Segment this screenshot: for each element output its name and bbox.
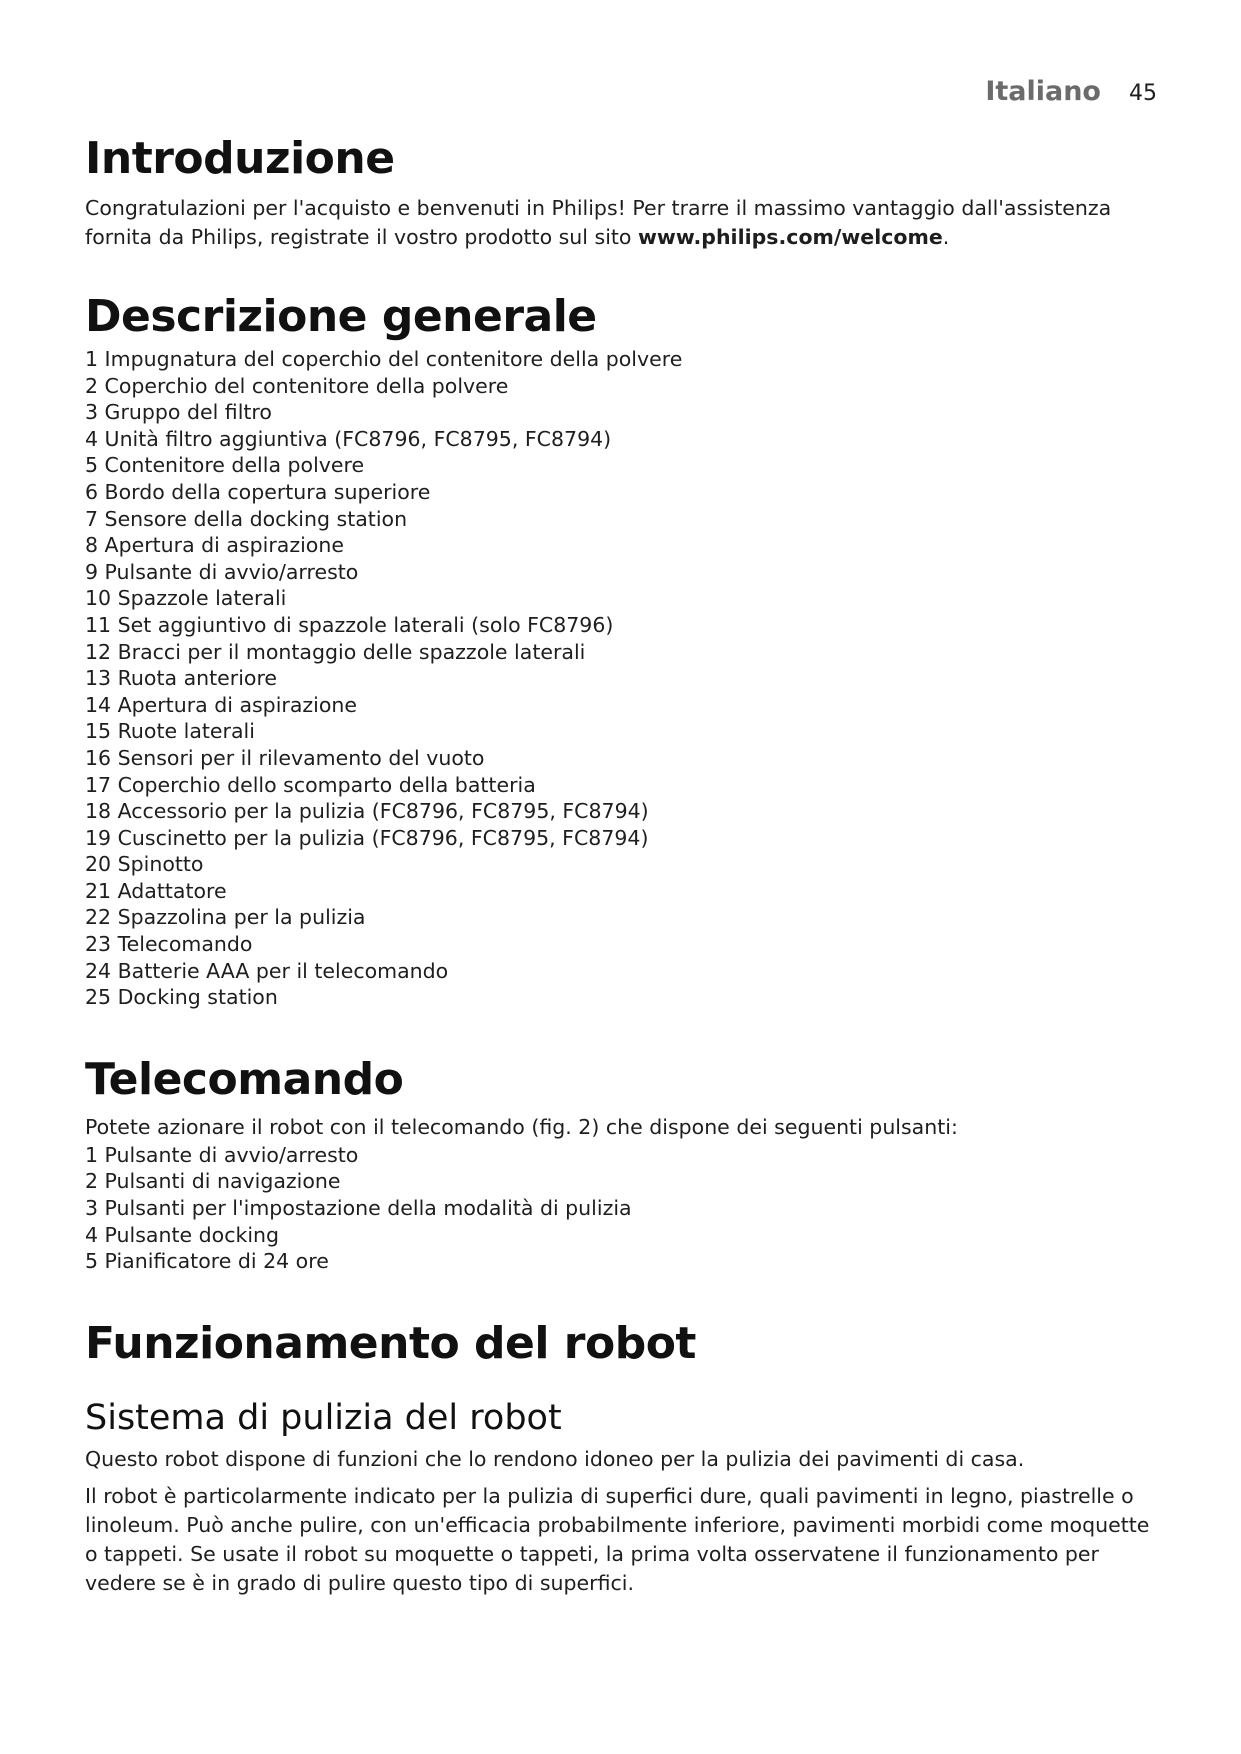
list-item: 25 Docking station xyxy=(85,985,278,1010)
heading-descrizione-generale: Descrizione generale xyxy=(85,291,597,342)
remote-buttons-list xyxy=(85,1142,1165,1275)
list-item: 2 Coperchio del contenitore della polvere xyxy=(85,373,509,398)
telecomando-intro: Potete azionare il robot con il telecomando (fig. 2) che dispone dei seguenti pulsanti: xyxy=(85,1114,958,1139)
list-item: 4 Pulsante docking xyxy=(85,1222,280,1247)
page-content xyxy=(85,130,1165,1598)
list-item: 9 Pulsante di avvio/arresto xyxy=(85,559,359,584)
list-item: 12 Bracci per il montaggio delle spazzole laterali xyxy=(85,639,586,664)
subheading-sistema-pulizia: Sistema di pulizia del robot xyxy=(85,1397,562,1438)
subsection-sistema-pulizia xyxy=(85,1395,1165,1598)
heading-introduzione: Introduzione xyxy=(85,133,395,184)
page-number: 45 xyxy=(1129,81,1157,106)
intro-text: Congratulazioni per l'acquisto e benvenuti in Philips! Per trarre il massimo vantaggio dall'assistenza fornita da Philips, registrate il vostro prodotto sul sito xyxy=(85,196,1112,249)
list-item: 24 Batterie AAA per il telecomando xyxy=(85,958,449,983)
list-item: 3 Gruppo del filtro xyxy=(85,400,272,425)
heading-telecomando: Telecomando xyxy=(85,1053,404,1105)
section-introduzione xyxy=(85,130,1165,252)
list-item: 8 Apertura di aspirazione xyxy=(85,533,344,558)
list-item: 21 Adattatore xyxy=(85,878,227,903)
list-item: 10 Spazzole laterali xyxy=(85,586,287,611)
list-item: 23 Telecomando xyxy=(85,932,253,957)
list-item: 6 Bordo della copertura superiore xyxy=(85,479,431,504)
list-item: 20 Spinotto xyxy=(85,852,204,877)
list-item: 17 Coperchio dello scomparto della batteria xyxy=(85,772,536,797)
list-item: 5 Pianificatore di 24 ore xyxy=(85,1249,329,1274)
section-descrizione-generale xyxy=(85,288,1165,1011)
page-header xyxy=(985,76,1157,107)
list-item: 13 Ruota anteriore xyxy=(85,666,278,691)
list-item: 2 Pulsanti di navigazione xyxy=(85,1169,341,1194)
section-telecomando xyxy=(85,1051,1165,1275)
intro-paragraph xyxy=(85,194,1165,252)
list-item: 7 Sensore della docking station xyxy=(85,506,408,531)
list-item: 3 Pulsanti per l'impostazione della modalità di pulizia xyxy=(85,1196,632,1221)
list-item: 15 Ruote laterali xyxy=(85,719,255,744)
list-item: 1 Pulsante di avvio/arresto xyxy=(85,1142,359,1167)
list-item: 11 Set aggiuntivo di spazzole laterali (solo FC8796) xyxy=(85,612,614,637)
heading-funzionamento: Funzionamento del robot xyxy=(85,1317,696,1369)
list-item: 14 Apertura di aspirazione xyxy=(85,692,357,717)
paragraph-superfici: Il robot è particolarmente indicato per la pulizia di superfici dure, quali pavimenti in legno, piastrelle o linoleum. Può anche pulire, con un'efficacia probabilmente inferiore, pavimenti morbidi come moquette o tappeti. Se usate il robot su moquette o tappeti, la prima volta osservatene il funzionamento per vedere se è in grado di pulire questo tipo di superfici. xyxy=(85,1483,1150,1595)
list-item: 16 Sensori per il rilevamento del vuoto xyxy=(85,745,485,770)
welcome-url-link[interactable]: www.philips.com/welcome xyxy=(637,225,943,249)
list-item: 22 Spazzolina per la pulizia xyxy=(85,905,366,930)
list-item: 4 Unità filtro aggiuntiva (FC8796, FC8795, FC8794) xyxy=(85,426,612,451)
list-item: 19 Cuscinetto per la pulizia (FC8796, FC8795, FC8794) xyxy=(85,825,649,850)
intro-text-end: . xyxy=(942,225,950,249)
section-funzionamento xyxy=(85,1315,1165,1598)
list-item: 5 Contenitore della polvere xyxy=(85,453,365,478)
list-item: 1 Impugnatura del coperchio del contenitore della polvere xyxy=(85,347,683,371)
parts-list xyxy=(85,346,1165,1011)
language-label: Italiano xyxy=(985,76,1101,107)
list-item: 18 Accessorio per la pulizia (FC8796, FC8795, FC8794) xyxy=(85,799,649,824)
paragraph-funzioni: Questo robot dispone di funzioni che lo rendono idoneo per la pulizia dei pavimenti di casa. xyxy=(85,1446,1025,1471)
